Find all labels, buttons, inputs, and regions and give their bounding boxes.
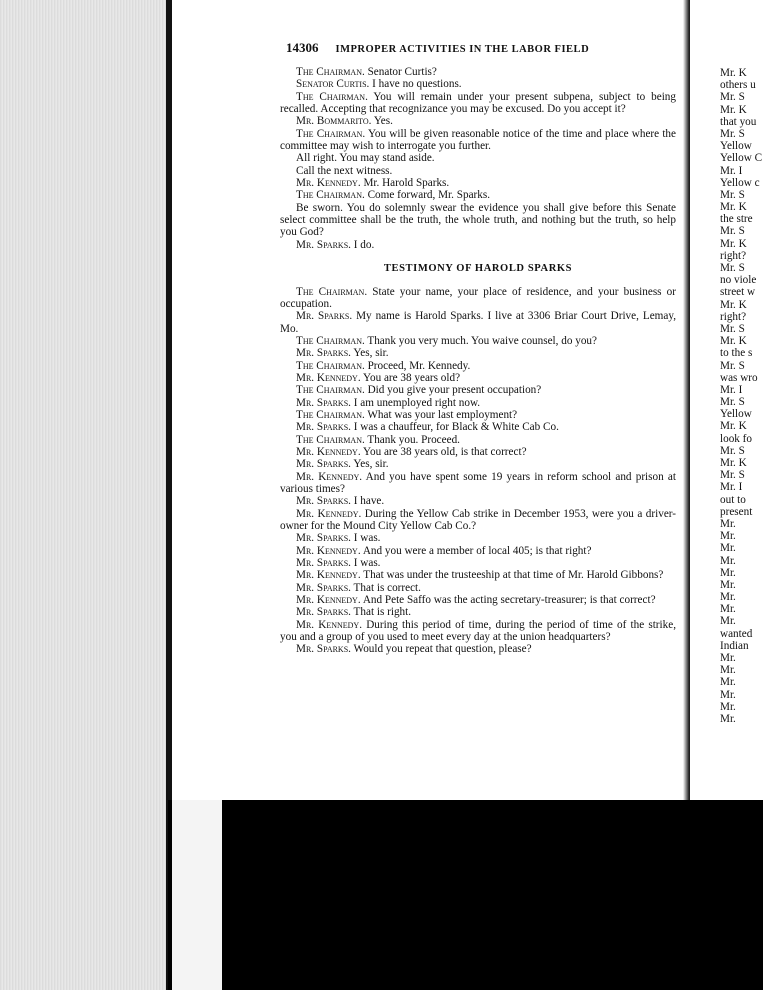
paragraph-text: What was your last employment? [364,408,518,421]
speaker-name: Mr. Kennedy. [296,618,363,631]
right-page-line: Mr. I [720,383,743,396]
transcript-paragraph [280,594,676,606]
speaker-name: Mr. Sparks. [296,310,353,323]
right-page-line: Mr. [720,517,736,530]
transcript-paragraph [280,202,676,239]
transcript-paragraph [280,360,676,372]
speaker-name: Mr. Sparks. [296,557,351,570]
right-page-line: Mr. S [720,469,745,482]
right-page-line: Mr. [720,566,736,579]
transcript-paragraph [280,239,676,251]
paragraph-text: You are 38 years old? [360,371,461,384]
right-page-line: right? [720,310,747,323]
right-page-fragment [690,0,763,800]
speaker-name: Mr. Sparks. [296,458,351,471]
speaker-name: The Chairman. [296,384,365,397]
transcript-paragraph [280,189,676,201]
paragraph-text: During the Yellow Cab strike in December 1953, were you a driver-owner for the Mound City Yellow Cab Co.? [280,507,677,533]
transcript-paragraph [280,421,676,433]
right-page-text [720,67,763,725]
speaker-name: Mr. Sparks. [296,643,351,656]
right-page-line: Mr. S [720,225,745,238]
transcript-paragraph [280,619,676,644]
right-page-line: others u [720,79,756,92]
transcript-paragraph [280,384,676,396]
right-page-line: no viole [720,274,757,287]
right-page-line: Mr. S [720,359,745,372]
right-page-line: right? [720,249,747,262]
speaker-name: Mr. Sparks. [296,421,351,434]
paragraph-text: Be sworn. You do solemnly swear the evidence you shall give before this Senate select committee shall be the truth, the whole truth, and nothing but the truth, so help you God? [280,201,676,239]
right-page-line: Mr. S [720,188,745,201]
paragraph-text: I was. [350,557,381,570]
paragraph-text: That is right. [350,606,412,619]
scan-background [168,800,763,990]
speaker-name: The Chairman. [296,66,365,78]
transcript-paragraph [280,66,676,78]
right-page-line: Yellow c [720,176,760,189]
right-page-line: Mr. [720,664,736,677]
right-page-line: to the s [720,347,753,360]
transcript-paragraph [280,397,676,409]
paragraph-text: I am unemployed right now. [350,396,481,409]
right-page-line: Mr. K [720,103,747,116]
transcript-paragraph [280,434,676,446]
speaker-name: Mr. Sparks. [296,606,351,619]
speaker-name: Mr. Sparks. [296,238,351,251]
speaker-name: Mr. Kennedy. [296,507,362,520]
transcript-after-heading [280,286,676,656]
right-page-line: Mr. [720,530,736,543]
speaker-name: Mr. Kennedy. [296,445,361,458]
speaker-name: Mr. Sparks. [296,495,351,508]
paragraph-text: Did you give your present occupation? [364,384,542,397]
transcript-paragraph [280,508,676,533]
paragraph-text: And you have spent some 19 years in reform school and prison at various times? [280,470,676,495]
transcript-paragraph [280,532,676,544]
speaker-name: Mr. Kennedy. [296,177,361,190]
right-page-line: Mr. K [720,67,747,79]
right-page-line: Mr. K [720,201,747,214]
speaker-name: Mr. Bommarito. [296,115,372,128]
paragraph-text: Mr. Harold Sparks. [360,177,450,190]
right-page-line: present [720,505,753,518]
right-page-line: Mr. S [720,444,745,457]
right-page-line: Mr. K [720,237,747,250]
right-page-line: Mr. [720,603,736,616]
right-page-line: Mr. K [720,298,747,311]
transcript-before-heading [280,66,676,251]
right-page-line: wanted [720,627,753,640]
speaker-name: Mr. Sparks. [296,581,351,594]
paragraph-text: Would you repeat that question, please? [350,643,532,656]
transcript-paragraph [280,78,676,90]
transcript-paragraph [280,115,676,127]
right-page-line: Mr. [720,542,736,555]
right-page-line: that you [720,115,757,128]
paragraph-text: Senator Curtis? [364,66,437,78]
speaker-name: The Chairman. [296,359,365,372]
right-page-line: Mr. K [720,420,747,433]
right-page-line: Mr. S [720,91,745,104]
right-page-line: Mr. [720,712,736,725]
speaker-name: Mr. Sparks. [296,347,351,360]
speaker-name: The Chairman. [296,90,368,103]
right-page-line: street w [720,286,756,299]
transcript-paragraph [280,495,676,507]
paragraph-text: You are 38 years old, is that correct? [360,445,527,458]
right-page-line: Indian [720,639,749,652]
transcript-body [280,66,676,656]
transcript-paragraph [280,545,676,557]
paragraph-text: And you were a member of local 405; is that right? [360,544,592,557]
paragraph-text: During this period of time, during the period of time of the strike, you and a group of you used to meet every day at the union headquarters? [280,618,676,644]
right-page-line: Mr. [720,591,736,604]
right-page-line: look fo [720,432,753,445]
speaker-name: Senator Curtis. [296,78,370,91]
paragraph-text: I do. [350,238,375,251]
right-page-line: Yellow C [720,152,763,165]
transcript-paragraph [280,557,676,569]
right-page-line: Mr. [720,700,736,713]
right-page-line: Mr. S [720,262,745,274]
speaker-name: Mr. Kennedy. [296,371,361,384]
right-page-line: Mr. [720,688,736,701]
paragraph-text: My name is Harold Sparks. I live at 3306 Briar Court Drive, Lemay, Mo. [280,310,676,335]
paragraph-text: Yes, sir. [350,458,389,471]
transcript-paragraph [280,643,676,655]
paragraph-text: Proceed, Mr. Kennedy. [364,359,471,372]
transcript-paragraph [280,152,676,164]
right-page-line: Mr. [720,578,736,591]
transcript-paragraph [280,165,676,177]
right-page-line: Yellow [720,140,752,153]
paragraph-text: That was under the trusteeship at that time of Mr. Harold Gibbons? [360,569,664,582]
paragraph-text: I have no questions. [369,78,462,91]
speaker-name: The Chairman. [296,285,368,298]
right-page-line: Mr. I [720,481,743,494]
right-page-line: Mr. [720,615,736,628]
speaker-name: Mr. Kennedy. [296,470,363,483]
paragraph-text: State your name, your place of residence, and your business or occupation. [280,285,676,310]
right-page-line: Mr. S [720,322,745,335]
right-page-line: Yellow [720,408,752,421]
paragraph-text: I have. [350,495,385,508]
transcript-paragraph [280,310,676,335]
speaker-name: Mr. Kennedy. [296,594,361,607]
page-number: 14306 [286,40,319,55]
right-page-line: Mr. K [720,335,747,348]
paragraph-text: Thank you. Proceed. [364,433,460,446]
transcript-paragraph [280,446,676,458]
transcript-paragraph [280,471,676,496]
transcript-paragraph [280,606,676,618]
transcript-paragraph [280,409,676,421]
speaker-name: The Chairman. [296,408,365,421]
speaker-name: The Chairman. [296,433,365,446]
paragraph-text: And Pete Saffo was the acting secretary-treasurer; is that correct? [360,594,656,607]
running-title: IMPROPER ACTIVITIES IN THE LABOR FIELD [335,44,590,55]
transcript-paragraph [280,91,676,116]
paragraph-text: Yes. [371,115,393,128]
speaker-name: The Chairman. [296,334,365,347]
transcript-paragraph [280,286,676,311]
section-heading: TESTIMONY OF HAROLD SPARKS [383,263,573,275]
scan-strip [172,800,222,990]
paragraph-text: I was a chauffeur, for Black & White Cab Co. [350,421,559,434]
right-page-line: Mr. I [720,164,743,177]
speaker-name: Mr. Kennedy. [296,569,361,582]
speaker-name: Mr. Sparks. [296,396,351,409]
transcript-paragraph [280,582,676,594]
transcript-paragraph [280,458,676,470]
transcript-paragraph [280,177,676,189]
right-page-line: was wro [720,371,758,384]
paragraph-text: You will be given reasonable notice of the time and place where the committee may wish to interrogate you further. [280,127,676,153]
paragraph-text: I was. [350,532,381,545]
paragraph-text: Yes, sir. [350,347,389,360]
right-page-line: Mr. [720,676,736,689]
paragraph-text: Come forward, Mr. Sparks. [364,189,491,202]
paragraph-text: You will remain under your present subpena, subject to being recalled. Accepting that recognizance you may be excused. Do you accept it? [280,90,676,116]
transcript-paragraph [280,569,676,581]
right-page-line: Mr. [720,652,736,664]
running-header [286,40,686,56]
right-page-line: Mr. K [720,457,747,469]
speaker-name: Mr. Kennedy. [296,544,361,557]
paragraph-text: All right. You may stand aside. [296,152,435,165]
right-page-line: Mr. [720,554,736,567]
transcript-paragraph [280,128,676,153]
speaker-name: Mr. Sparks. [296,532,351,545]
transcript-paragraph [280,335,676,347]
scanner-edge-left [0,0,172,990]
right-page-line: Mr. S [720,127,745,140]
transcript-paragraph [280,347,676,359]
left-page [180,0,687,800]
paragraph-text: Call the next witness. [296,164,393,177]
transcript-paragraph [280,372,676,384]
right-page-line: out to [720,493,746,506]
right-page-line: the stre [720,213,753,226]
speaker-name: The Chairman. [296,189,365,202]
paragraph-text: Thank you very much. You waive counsel, do you? [364,334,597,347]
speaker-name: The Chairman. [296,127,366,140]
paragraph-text: That is correct. [350,581,421,594]
right-page-line: Mr. S [720,396,745,409]
